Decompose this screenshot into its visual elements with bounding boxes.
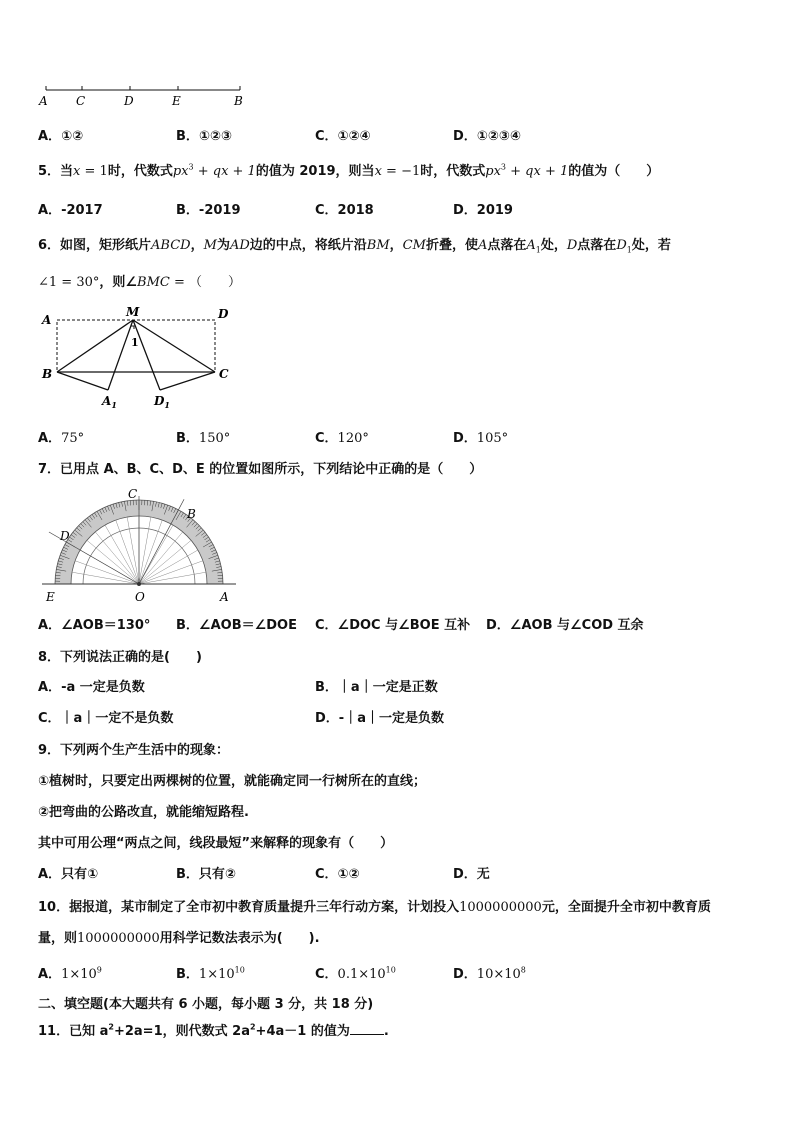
q4-option-a: A．①② — [38, 129, 84, 144]
q6-option-c: C．120° — [315, 431, 369, 446]
label-angle-1: 1 — [131, 336, 139, 349]
point-label: C — [76, 94, 86, 108]
q7-option-c: C．∠DOC 与∠BOE 互补 — [315, 618, 471, 633]
q9-option-c: C．①② — [315, 867, 360, 882]
label-c: C — [128, 487, 138, 501]
q9-option-b: B．只有② — [176, 867, 236, 882]
section-2-title: 二、填空题(本大题共有 6 小题，每小题 3 分，共 18 分) — [38, 997, 374, 1012]
q6-option-a: A．75° — [38, 431, 85, 446]
q10-option-b: B．$1\times 10^{10}$ — [176, 965, 245, 982]
q11-stem: 11．已知 $a^2+2a=1$，则代数式 $2a^2+4a-1$ 的值为 . — [38, 1022, 389, 1039]
q10-option-a: A．$1\times 10^9$ — [38, 965, 102, 982]
q5-option-b: B．-2019 — [176, 203, 241, 218]
q6-option-d: D．105° — [453, 431, 509, 446]
q10-stem-line1: 10．据报道，某市制定了全市初中教育质量提升三年行动方案，计划投入1000000000元，全面提升全市初中教育质 — [38, 900, 711, 915]
q9-item-2: ②把弯曲的公路改直，就能缩短路程. — [38, 805, 249, 820]
q9-stem: 9．下列两个生产生活中的现象： — [38, 743, 230, 758]
label-c: C — [219, 367, 229, 381]
label-m: M — [126, 305, 140, 319]
q6-stem-line2: ∠1 = 30°，则∠BMC = （ ） — [38, 275, 242, 290]
q9-question: 其中可用公理“两点之间，线段最短”来解释的现象有（ ） — [38, 836, 394, 851]
label-a: A — [220, 590, 229, 604]
q7-option-a: A．∠AOB＝130° — [38, 618, 151, 633]
label-d: D — [60, 529, 70, 543]
point-label: D — [124, 94, 134, 108]
q9-option-a: A．只有① — [38, 867, 99, 882]
point-label: E — [172, 94, 181, 108]
label-a: A — [42, 313, 52, 327]
point-label: A — [39, 94, 48, 108]
q5-stem: 5．当x = 1时，代数式$px^3$ + qx + 1的值为 2019，则当x = −1时，代数式$px^3$ + qx + 1的值为（ ） — [38, 162, 660, 179]
protractor-figure — [36, 484, 242, 606]
q7-stem: 7．已用点 A、B、C、D、E 的位置如图所示，下列结论中正确的是（ ） — [38, 462, 483, 477]
q4-option-d: D．①②③④ — [453, 129, 521, 144]
segment-figure — [36, 84, 252, 112]
q4-option-b: B．①②③ — [176, 129, 232, 144]
label-b: B — [187, 507, 196, 521]
q10-stem-line2: 量，则1000000000用科学记数法表示为( ). — [38, 931, 320, 946]
q7-option-d: D．∠AOB 与∠COD 互余 — [486, 618, 644, 633]
q4-option-c: C．①②④ — [315, 129, 371, 144]
q5-option-c: C．2018 — [315, 203, 374, 218]
q9-item-1: ①植树时，只要定出两棵树的位置，就能确定同一行树所在的直线； — [38, 774, 427, 789]
q10-option-d: D．$10\times 10^8$ — [453, 965, 526, 982]
q7-option-b: B．∠AOB＝∠DOE — [176, 618, 297, 633]
q6-option-b: B．150° — [176, 431, 231, 446]
q8-option-a: A．-a 一定是负数 — [38, 680, 145, 695]
q8-option-b: B．｜a｜一定是正数 — [315, 680, 438, 695]
point-label: B — [234, 94, 243, 108]
q8-option-c: C．｜a｜一定不是负数 — [38, 711, 174, 726]
answer-blank[interactable] — [350, 1024, 384, 1035]
label-d: D — [218, 307, 229, 321]
q6-stem-line1: 6．如图，矩形纸片ABCD，M为AD边的中点，将纸片沿BM，CM折叠，使A点落在$A_1$处，D点落在$D_1$处，若 — [38, 238, 671, 255]
folding-figure — [36, 300, 236, 412]
label-o: O — [135, 590, 145, 604]
q5-option-d: D．2019 — [453, 203, 513, 218]
q8-option-d: D．-｜a｜一定是负数 — [315, 711, 444, 726]
label-b: B — [42, 367, 53, 381]
q5-option-a: A．-2017 — [38, 203, 103, 218]
label-e: E — [46, 590, 55, 604]
q9-option-d: D．无 — [453, 867, 490, 882]
q10-option-c: C．$0.1\times 10^{10}$ — [315, 965, 396, 982]
label-a1: $A_1$ — [102, 394, 117, 410]
protractor — [42, 496, 236, 586]
label-d1: $D_1$ — [154, 394, 170, 410]
q8-stem: 8．下列说法正确的是( ) — [38, 650, 202, 665]
